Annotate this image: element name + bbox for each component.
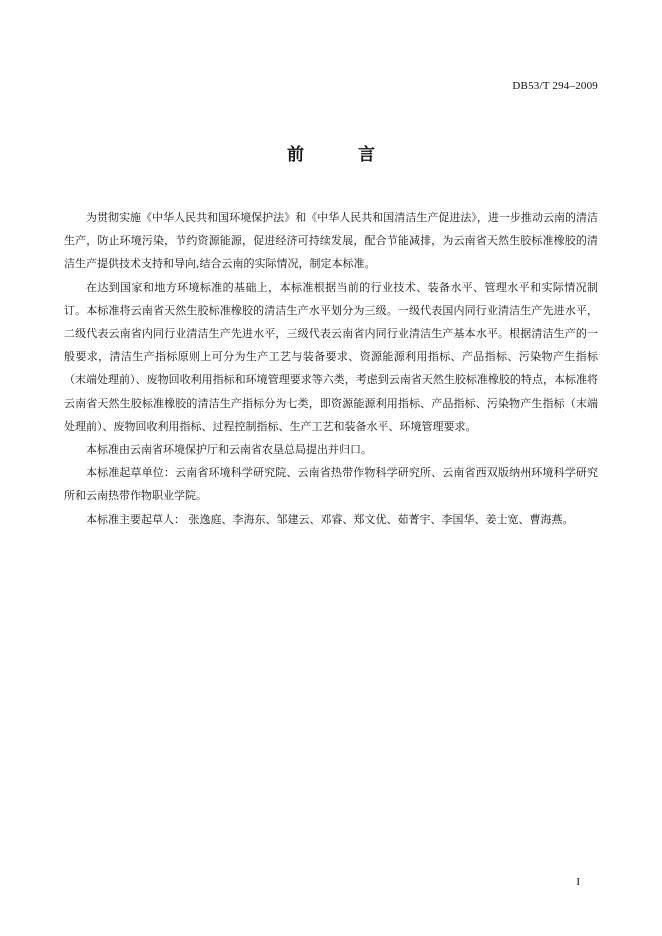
preface-body bbox=[64, 206, 598, 531]
paragraph-levels-and-indicators: 在达到国家和地方环境标准的基础上，本标准根据当前的行业技术、装备水平、管理水平和实际情况制订。本标准将云南省天然生胶标准橡胶的清洁生产水平划分为三级。一级代表国内同行业清洁生产先进水平，二级代表云南省内同行业清洁生产先进水平，三级代表云南省内同行业清洁生产基本水平。根据清洁生产的一般要求，清洁生产指标原则上可分为生产工艺与装备要求、资源能源利用指标、产品指标、污染物产生指标（末端处理前）、废物回收利用指标和环境管理要求等六类，考虑到云南省天然生胶标准橡胶的特点，本标准将云南省天然生胶标准橡胶的清洁生产指标分为七类，即资源能源利用指标、产品指标、污染物产生指标（末端处理前）、废物回收利用指标、过程控制指标、生产工艺和装备水平、环境管理要求。 bbox=[64, 280, 598, 433]
paragraph-drafters: 本标准主要起草人： 张逸庭、李海东、邹建云、邓睿、郑文优、茹菁宇、李国华、姜士宽、曹海燕。 bbox=[86, 512, 574, 526]
document-id: DB53/T 294–2009 bbox=[512, 80, 598, 92]
page-title: 前 言 bbox=[287, 145, 399, 165]
paragraph-proposer: 本标准由云南省环境保护厅和云南省农垦总局提出并归口。 bbox=[86, 443, 372, 457]
paragraph-purpose: 为贯彻实施《中华人民共和国环境保护法》和《中华人民共和国清洁生产促进法》，进一步推动云南的清洁生产，防止环境污染，节约资源能源，促进经济可持续发展，配合节能减排，为云南省天然生胶标准橡胶的清洁生产提供技术支持和导向,结合云南的实际情况，制定本标准。 bbox=[64, 211, 598, 271]
page-number: I bbox=[576, 876, 580, 888]
paragraph-drafting-units: 本标准起草单位：云南省环境科学研究院、云南省热带作物科学研究所、云南省西双版纳州环境科学研究所和云南热带作物职业学院。 bbox=[64, 466, 598, 503]
